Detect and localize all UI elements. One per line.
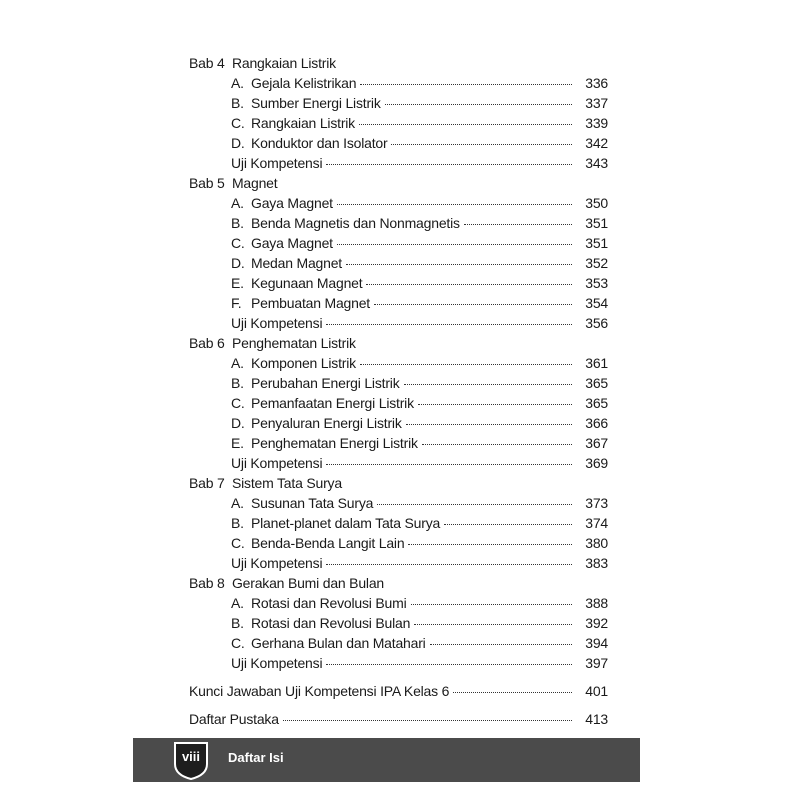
entry-page-number: 366 bbox=[585, 415, 608, 431]
section-letter: C. bbox=[231, 535, 245, 551]
section-letter: A. bbox=[231, 495, 244, 511]
table-of-contents bbox=[189, 53, 608, 729]
entry-page-number: 380 bbox=[585, 535, 608, 551]
toc-gap bbox=[189, 701, 608, 709]
toc-chapter-heading bbox=[189, 173, 608, 193]
dot-leader bbox=[464, 223, 572, 225]
dot-leader bbox=[283, 719, 572, 721]
section-letter: F. bbox=[231, 295, 242, 311]
entry-title: Sumber Energi Listrik bbox=[251, 95, 381, 111]
entry-title: Daftar Pustaka bbox=[189, 711, 279, 727]
entry-title: Perubahan Energi Listrik bbox=[251, 375, 400, 391]
toc-section-entry bbox=[189, 133, 608, 153]
toc-section-entry bbox=[189, 233, 608, 253]
entry-page-number: 388 bbox=[585, 595, 608, 611]
toc-section-entry bbox=[189, 313, 608, 333]
dot-leader bbox=[391, 143, 572, 145]
section-letter: E. bbox=[231, 435, 244, 451]
toc-section-entry bbox=[189, 433, 608, 453]
toc-section-entry bbox=[189, 593, 608, 613]
entry-page-number: 350 bbox=[585, 195, 608, 211]
dot-leader bbox=[385, 103, 572, 105]
entry-page-number: 374 bbox=[585, 515, 608, 531]
entry-title: Uji Kompetensi bbox=[231, 455, 323, 471]
entry-page-number: 339 bbox=[585, 115, 608, 131]
entry-page-number: 401 bbox=[585, 683, 608, 699]
entry-title: Benda-Benda Langit Lain bbox=[251, 535, 405, 551]
toc-section-entry bbox=[189, 353, 608, 373]
entry-title: Gaya Magnet bbox=[251, 195, 333, 211]
section-letter: D. bbox=[231, 415, 245, 431]
section-letter: A. bbox=[231, 195, 244, 211]
toc-chapter-heading bbox=[189, 473, 608, 493]
toc-section-entry bbox=[189, 553, 608, 573]
toc-section-entry bbox=[189, 393, 608, 413]
entry-title: Gejala Kelistrikan bbox=[251, 75, 357, 91]
toc-section-entry bbox=[189, 513, 608, 533]
dot-leader bbox=[326, 163, 572, 165]
toc-section-entry bbox=[189, 253, 608, 273]
dot-leader bbox=[360, 83, 572, 85]
entry-page-number: 365 bbox=[585, 395, 608, 411]
dot-leader bbox=[418, 403, 572, 405]
entry-page-number: 354 bbox=[585, 295, 608, 311]
section-letter: C. bbox=[231, 395, 245, 411]
section-letter: C. bbox=[231, 635, 245, 651]
entry-page-number: 343 bbox=[585, 155, 608, 171]
dot-leader bbox=[326, 563, 572, 565]
entry-title: Uji Kompetensi bbox=[231, 655, 323, 671]
section-letter: A. bbox=[231, 595, 244, 611]
entry-title: Medan Magnet bbox=[251, 255, 342, 271]
entry-page-number: 352 bbox=[585, 255, 608, 271]
section-letter: B. bbox=[231, 515, 244, 531]
entry-title: Gaya Magnet bbox=[251, 235, 333, 251]
toc-section-entry bbox=[189, 413, 608, 433]
toc-section-entry bbox=[189, 533, 608, 553]
entry-title: Rotasi dan Revolusi Bumi bbox=[251, 595, 407, 611]
toc-standalone-entry bbox=[189, 681, 608, 701]
entry-page-number: 369 bbox=[585, 455, 608, 471]
section-letter: C. bbox=[231, 115, 245, 131]
entry-title: Planet-planet dalam Tata Surya bbox=[251, 515, 441, 531]
entry-page-number: 351 bbox=[585, 215, 608, 231]
toc-section-entry bbox=[189, 193, 608, 213]
section-letter: A. bbox=[231, 355, 244, 371]
dot-leader bbox=[360, 363, 572, 365]
entry-page-number: 342 bbox=[585, 135, 608, 151]
section-letter: B. bbox=[231, 215, 244, 231]
entry-title: Uji Kompetensi bbox=[231, 155, 323, 171]
toc-section-entry bbox=[189, 453, 608, 473]
toc-section-entry bbox=[189, 613, 608, 633]
dot-leader bbox=[337, 203, 572, 205]
dot-leader bbox=[430, 643, 572, 645]
entry-title: Kunci Jawaban Uji Kompetensi IPA Kelas 6 bbox=[189, 683, 450, 699]
dot-leader bbox=[326, 323, 572, 325]
toc-chapter-heading bbox=[189, 53, 608, 73]
dot-leader bbox=[346, 263, 572, 265]
dot-leader bbox=[453, 691, 572, 693]
section-letter: D. bbox=[231, 135, 245, 151]
toc-section-entry bbox=[189, 653, 608, 673]
entry-title: Kegunaan Magnet bbox=[251, 275, 363, 291]
toc-section-entry bbox=[189, 493, 608, 513]
dot-leader bbox=[408, 543, 572, 545]
entry-title: Penghematan Energi Listrik bbox=[251, 435, 418, 451]
entry-page-number: 356 bbox=[585, 315, 608, 331]
dot-leader bbox=[414, 623, 572, 625]
dot-leader bbox=[337, 243, 572, 245]
toc-section-entry bbox=[189, 73, 608, 93]
entry-page-number: 365 bbox=[585, 375, 608, 391]
entry-title: Susunan Tata Surya bbox=[251, 495, 374, 511]
dot-leader bbox=[374, 303, 572, 305]
section-letter: E. bbox=[231, 275, 244, 291]
toc-chapter-heading bbox=[189, 573, 608, 593]
toc-chapter-heading bbox=[189, 333, 608, 353]
entry-page-number: 353 bbox=[585, 275, 608, 291]
entry-title: Uji Kompetensi bbox=[231, 555, 323, 571]
chapter-label: Bab 6 Penghematan Listrik bbox=[189, 335, 356, 351]
entry-title: Komponen Listrik bbox=[251, 355, 356, 371]
entry-page-number: 351 bbox=[585, 235, 608, 251]
entry-title: Penyaluran Energi Listrik bbox=[251, 415, 402, 431]
section-letter: A. bbox=[231, 75, 244, 91]
dot-leader bbox=[444, 523, 572, 525]
footer-title: Daftar Isi bbox=[228, 750, 284, 765]
entry-page-number: 413 bbox=[585, 711, 608, 727]
section-letter: C. bbox=[231, 235, 245, 251]
section-letter: B. bbox=[231, 375, 244, 391]
dot-leader bbox=[366, 283, 572, 285]
dot-leader bbox=[406, 423, 572, 425]
entry-page-number: 394 bbox=[585, 635, 608, 651]
toc-gap bbox=[189, 673, 608, 681]
entry-page-number: 392 bbox=[585, 615, 608, 631]
dot-leader bbox=[326, 663, 572, 665]
entry-page-number: 373 bbox=[585, 495, 608, 511]
chapter-label: Bab 5 Magnet bbox=[189, 175, 278, 191]
toc-section-entry bbox=[189, 273, 608, 293]
toc-section-entry bbox=[189, 93, 608, 113]
toc-section-entry bbox=[189, 213, 608, 233]
section-letter: D. bbox=[231, 255, 245, 271]
dot-leader bbox=[377, 503, 572, 505]
entry-page-number: 397 bbox=[585, 655, 608, 671]
entry-title: Benda Magnetis dan Nonmagnetis bbox=[251, 215, 460, 231]
entry-page-number: 361 bbox=[585, 355, 608, 371]
toc-section-entry bbox=[189, 373, 608, 393]
entry-title: Pembuatan Magnet bbox=[251, 295, 370, 311]
toc-section-entry bbox=[189, 293, 608, 313]
entry-title: Uji Kompetensi bbox=[231, 315, 323, 331]
toc-section-entry bbox=[189, 633, 608, 653]
dot-leader bbox=[404, 383, 572, 385]
dot-leader bbox=[411, 603, 573, 605]
entry-title: Rangkaian Listrik bbox=[251, 115, 355, 131]
entry-page-number: 383 bbox=[585, 555, 608, 571]
page-number: viii bbox=[181, 749, 201, 764]
chapter-label: Bab 7 Sistem Tata Surya bbox=[189, 475, 342, 491]
dot-leader bbox=[359, 123, 572, 125]
chapter-label: Bab 4 Rangkaian Listrik bbox=[189, 55, 336, 71]
entry-title: Gerhana Bulan dan Matahari bbox=[251, 635, 426, 651]
entry-page-number: 337 bbox=[585, 95, 608, 111]
section-letter: B. bbox=[231, 95, 244, 111]
toc-standalone-entry bbox=[189, 709, 608, 729]
entry-page-number: 367 bbox=[585, 435, 608, 451]
toc-section-entry bbox=[189, 113, 608, 133]
dot-leader bbox=[326, 463, 572, 465]
toc-section-entry bbox=[189, 153, 608, 173]
entry-title: Konduktor dan Isolator bbox=[251, 135, 388, 151]
entry-page-number: 336 bbox=[585, 75, 608, 91]
dot-leader bbox=[422, 443, 572, 445]
entry-title: Rotasi dan Revolusi Bulan bbox=[251, 615, 411, 631]
entry-title: Pemanfaatan Energi Listrik bbox=[251, 395, 414, 411]
chapter-label: Bab 8 Gerakan Bumi dan Bulan bbox=[189, 575, 384, 591]
section-letter: B. bbox=[231, 615, 244, 631]
